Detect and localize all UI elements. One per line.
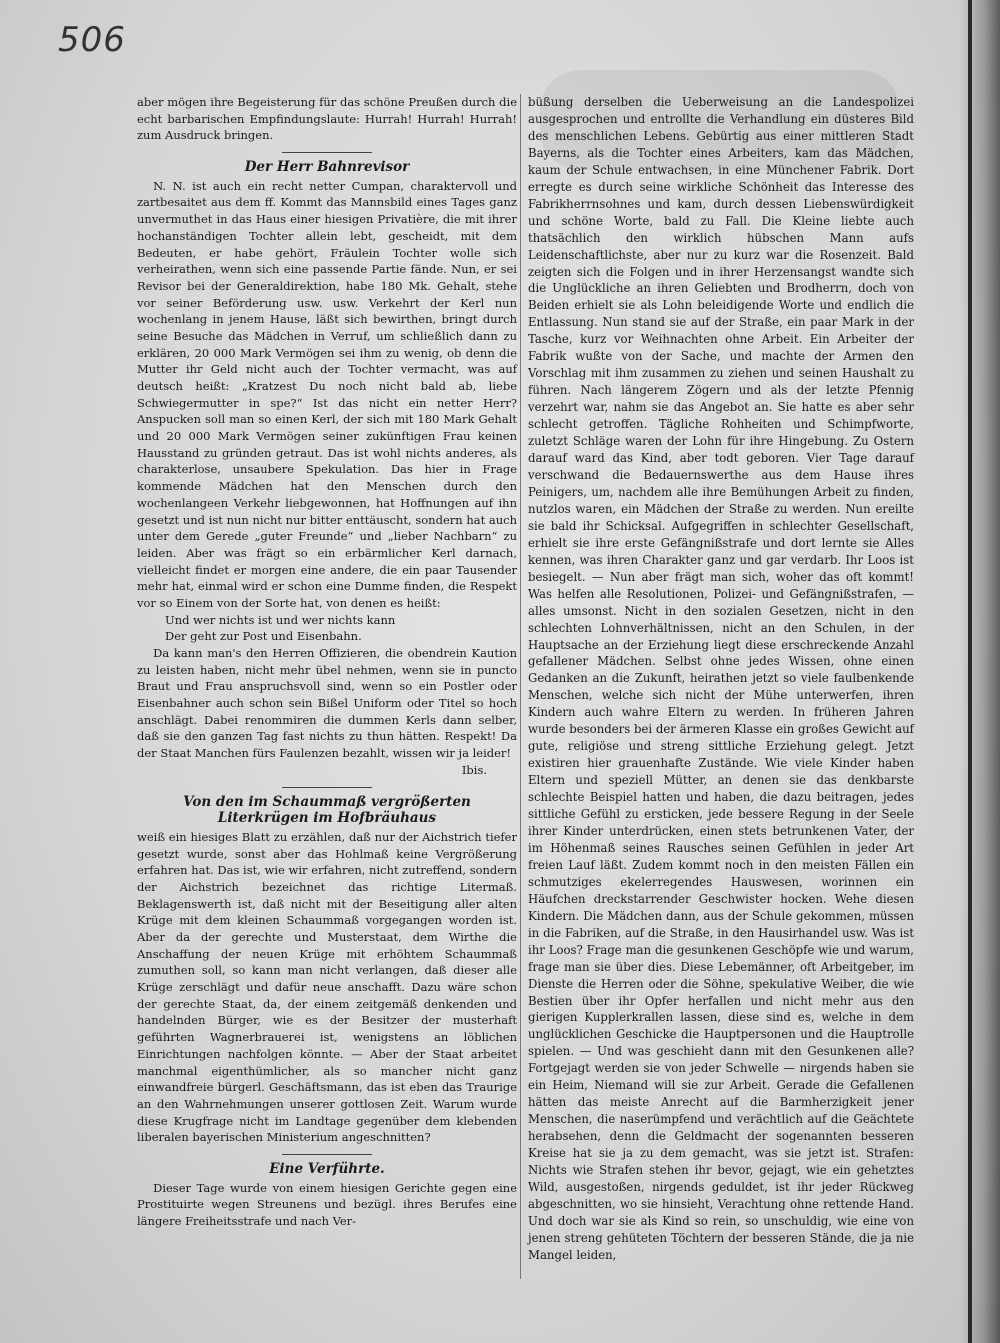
page-edge-line: [968, 0, 972, 1343]
left-column: [137, 94, 517, 1230]
article-title-verfuehrte: Eine Verführte.: [269, 1160, 385, 1177]
article-title-bahnrevisor: Der Herr Bahnrevisor: [244, 159, 410, 176]
article-paragraph: Da kann man's den Herren Offizieren, die obendrein Kaution zu leisten haben, nicht mehr übel nehmen, wenn sie in puncto Braut und Frau anspruchsvoll sind, wenn so ein Postler oder Eisenbahner auch schon sein Bißel Uniform oder Titel so hoch anschlägt. Dabei renommiren die dummen Kerls dann selber, daß sie den ganzen Tag fast nichts zu thun hätten. Respekt! Da der Staat Manchen fürs Faulenzen bezahlt, wissen wir ja leider!: [137, 646, 517, 761]
section-divider: [282, 152, 372, 153]
article-paragraph: büßung derselben die Ueberweisung an die Landespolizei ausgesprochen und entrollte die Verhandlung ein düsteres Bild des menschlichen Lebens. Gebürtig aus einer mittleren Stadt Bayerns, als die Tochter eines Arbeiters, kam das Mädchen, kaum der Schule entwachsen, in eine Münchener Fabrik. Dort erregte es durch seine wirkliche Schönheit das Interesse des Fabrikherrnsohnes und kam, durch dessen Liebenswürdigkeit und schöne Worte, bald zu Fall. Die Kleine liebte auch thatsächlich den wirklich hübschen Mann aufs Leidenschaftlichste, aber nur zu kurz war die Rosenzeit. Bald zeigten sich die Folgen und in ihrer Herzensangst wandte sich die Unglückliche an ihren Geliebten und Brodherrn, doch von Beiden erhielt sie als Lohn beleidigende Worte und endlich die Entlassung. Nun stand sie auf der Straße, ein paar Mark in der Tasche, kurz vor Weihnachten ohne Arbeit. Ein Arbeiter der Fabrik wußte von der Sache, und machte der Armen den Vorschlag mit ihm zusammen zu ziehen und seinen Haushalt zu führen. Nach längerem Zögern und als der letzte Pfennig verzehrt war, nahm sie das Angebot an. Sie hatte es aber sehr schlecht getroffen. Tägliche Rohheiten und Schimpfworte, zuletzt Schläge waren der Lohn für ihre Hingebung. Zu Ostern darauf ward das Kind, aber todt geboren. Vier Tage darauf verschwand die Bedauernswerthe aus dem Hause ihres Peinigers, um, nachdem alle ihre Bemühungen Arbeit zu finden, nutzlos waren, ein Mädchen der Straße zu werden. Nun ereilte sie bald ihr Schicksal. Aufgegriffen in schlechter Gesellschaft, erhielt sie ihre erste Gefängnißstrafe und dort lernte sie Alles kennen, was ihren Charakter ganz und gar verdarb. Ihr Loos ist besiegelt. — Nun aber frägt man sich, woher das oft kommt! Was helfen alle Resolutionen, Polizei- und Gefängnißstrafen, — alles umsonst. Nicht in den sozialen Gesetzen, nicht in den schlechten Lohnverhältnissen, nicht an den Schulen, in der Hauptsache an der Erziehung liegt diese erschreckende Anzahl gefallener Mädchen. Selbst ohne jedes Wissen, ohne einen Gedanken an die Zukunft, heirathen jetzt so viele faulbenkende Menschen, welche sich nicht der Mühe unterwerfen, ihren Kindern auch wahre Eltern zu werden. In früheren Jahren wurde besonders bei der ärmeren Klasse ein großes Gewicht auf gute, religiöse und streng sittliche Erziehung gelegt. Jetzt existiren hier grauenhafte Zustände. Wie viele Kinder haben Eltern und speziell Mütter, an denen sie das denkbarste schlechte Beispiel hatten und haben, die dazu beitragen, jedes sittliche Gefühl zu ersticken, jede bessere Regung in der Seele ihrer Kinder unterdrücken, einen stets betrunkenen Vater, der im Höhenmaß seines Rausches seinen Gefühlen in jeder Art freien Lauf läßt. Zudem kommt noch in den meisten Fällen ein schmutziges ekelerregendes Hauswesen, worinnen ein Häufchen dreckstarrender Geschwister hocken. Wehe diesen Kindern. Die Mädchen dann, aus der Schule gekommen, müssen in die Fabriken, auf die Straße, in den Hausirhandel usw. Was ist ihr Loos? Frage man die gesunkenen Geschöpfe wie und warum, frage man sie über dies. Diese Lebemänner, oft Arbeitgeber, im Dienste die Herren oder die Söhne, spekulative Weiber, die wie Bestien über ihr Opfer herfallen und nicht mehr aus den gierigen Kupplerkrallen lassen, diese sind es, welche in dem unglücklichen Geschicke die Hauptpersonen und die Hauptrolle spielen. — Und was geschieht dann mit den Gesunkenen alle? Fortgejagt werden sie von jeder Schwelle — nirgends haben sie ein Heim, Niemand will sie zur Arbeit. Gerade die Gefallenen hätten das meiste Anrecht auf die Barmherzigkeit jener Menschen, die naserümpfend und verächtlich auf die Geächtete herabsehen, denn die Geldmacht der sogenannten besseren Kreise hat sie ja zu dem gemacht, was sie jetzt ist. Strafen: Nichts wie Strafen stehen ihr bevor, gejagt, wie ein gehetztes Wild, ausgestoßen, nirgends geduldet, ist ihr jeder Rückweg abgeschnitten, wo sie hinsieht, Verachtung ohne rettende Hand. Und doch war sie als Kind so rein, so unschuldig, wie eine von jenen streng gehüteten Töchtern der besseren Stände, die ja nie Mangel leiden,: [528, 95, 914, 1262]
section-divider: [282, 1154, 372, 1155]
article-paragraph: Dieser Tage wurde von einem hiesigen Gerichte gegen eine Prostituirte wegen Streunens und bezügl. ihres Berufes eine längere Freiheitsstrafe und nach Ver-: [137, 1180, 517, 1228]
right-column: [528, 94, 914, 1264]
article-paragraph: weiß ein hiesiges Blatt zu erzählen, daß nur der Aichstrich tiefer gesetzt wurde, sonst aber das Hohlmaß keine Vergrößerung erfahren hat. Das ist, wie wir erfahren, nicht zutreffend, sondern der Aichstrich bezeichnet das richtige Litermaß. Beklagenswerth ist, daß nicht mit der Beseitigung aller alten Krüge mit dem kleinen Schaummaß vorgegangen worden ist. Aber da der gerechte und Musterstaat, dem Wirthe die Anschaffung der neuen Krüge mit erhöhtem Schaummaß zumuthen soll, so kann man nicht verlangen, daß dieser alle Krüge zerschlägt und dafür neue anschafft. Dazu wäre schon der gerechte Staat, da, der einem zeitgemäß denkenden und handelnden Bürger, wie es der Besitzer der musterhaft geführten Wagnerbrauerei ist, wenigstens an löblichen Einrichtungen nachfolgen könnte. — Aber der Staat arbeitet manchmal eigenthümlicher, als so mancher nicht ganz einwandfreie bürgerl. Geschäftsmann, das ist eben das Traurige an den Wahrnehmungen unserer gottlosen Zeit. Warum wurde diese Krugfrage nicht im Landtage gegenüber dem klebenden liberalen bayerischen Ministerium angeschnitten?: [137, 829, 517, 1145]
page-number: 506: [58, 20, 126, 60]
article-title-literkruege: Von den im Schaummaß vergrößerten Literkrügen im Hofbräuhaus: [183, 793, 471, 827]
section-divider: [282, 787, 372, 788]
verse-line: Und wer nichts ist und wer nichts kann: [165, 612, 396, 627]
column-divider: [520, 94, 521, 1279]
article-paragraph: N. N. ist auch ein recht netter Cumpan, charaktervoll und zartbesaitet aus dem ff. Kommt das Mannsbild eines Tages ganz unvermuthet in das Haus einer hiesigen Privatière, die mit ihrer hochanständigen Tochter allein lebt, gescheidt, mit dem Bedeuten, er habe gehört, Fräulein Tochter wolle sich verheirathen, wenn sich eine passende Partie fände. Nun, er sei Revisor bei der Generaldirektion, habe 180 Mk. Gehalt, stehe vor seiner Beförderung usw. usw. Verkehrt der Kerl nun wochenlang in jenem Hause, läßt sich bewirthen, bringt durch seine Besuche das Mädchen in Verruf, um schließlich dann zu erklären, 20 000 Mark Vermögen sei ihm zu wenig, ob denn die Mutter ihr Geld nicht auch der Tochter vermacht, was auf deutsch heißt: „Kratzest Du noch nicht bald ab, liebe Schwiegermutter in spe?“ Ist das nicht ein netter Herr? Anspucken soll man so einen Kerl, der sich mit 180 Mark Gehalt und 20 000 Mark Vermögen seiner zukünftigen Frau keinen Hausstand zu gründen getraut. Das ist wohl nichts anderes, als charakterlose, unsaubere Spekulation. Das hier in Frage kommende Mädchen hat den Menschen durch den wochenlangeen Verkehr liebgewonnen, hat Hoffnungen auf ihn gesetzt und ist nun nicht nur bitter enttäuscht, sondern hat auch unter dem Gerede „guter Freunde“ und „lieber Nachbarn“ zu leiden. Aber was frägt so ein erbärmlicher Kerl darnach, vielleicht findet er morgen eine andere, die ein paar Tausender mehr hat, einmal wird er schon eine Dumme finden, die Respekt vor so Einem von der Sorte hat, von denen es heißt:: [137, 178, 517, 610]
verse-line: Der geht zur Post und Eisenbahn.: [165, 629, 362, 644]
intro-paragraph: aber mögen ihre Begeisterung für das schöne Preußen durch die echt barbarischen Empfindungslaute: Hurrah! Hurrah! Hurrah! zum Ausdruck bringen.: [137, 95, 517, 143]
article-signature: Ibis.: [461, 762, 487, 777]
page-edge-shadow: [960, 0, 1000, 1343]
